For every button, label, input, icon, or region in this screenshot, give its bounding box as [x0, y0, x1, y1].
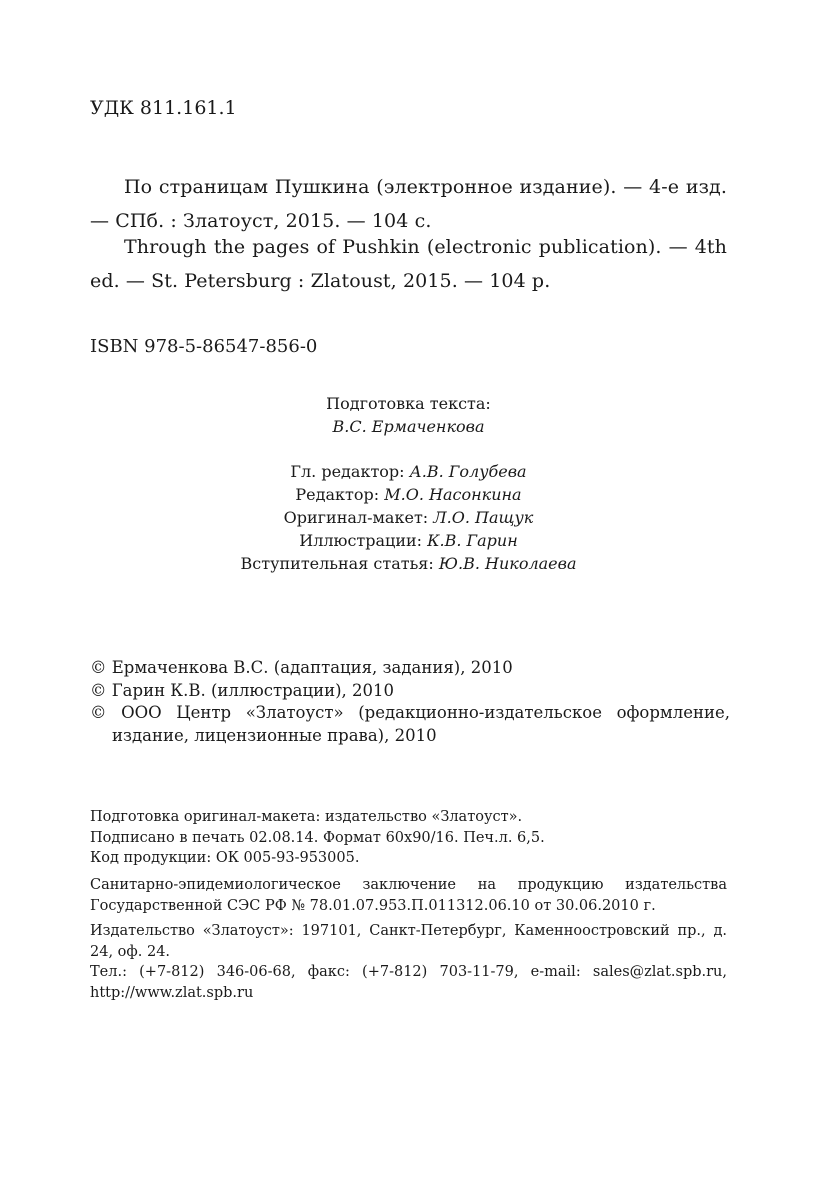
imprint-line: Подготовка оригинал-макета: издательство «Златоуст».	[90, 809, 523, 825]
staff-role: Оригинал-макет:	[283, 508, 429, 527]
publisher-address: Издательство «Златоуст»: 197101, Санкт-Петербург, Каменноостровский пр., д. 24, оф. 24.	[90, 923, 727, 960]
staff-row	[90, 529, 727, 552]
print-details	[90, 807, 727, 869]
staff-role: Иллюстрации:	[299, 531, 423, 550]
text-preparation-name: В.С. Ермаченкова	[332, 417, 485, 436]
publisher-phone-email: Тел.: (+7-812) 346-06-68, факс: (+7-812) 703-11-79, e-mail: sales@zlat.spb.ru, http://www.zlat.spb.ru	[90, 964, 727, 1001]
copyright-block	[90, 657, 730, 747]
staff-name: Л.О. Пащук	[433, 508, 534, 527]
bibliography-ru: По страницам Пушкина (электронное издание). — 4-е изд. — СПб. : Златоуст, 2015. — 104 с.	[90, 176, 727, 232]
staff-row	[90, 483, 727, 506]
copyright-line: © Ермаченкова В.С. (адаптация, задания), 2010	[90, 658, 513, 677]
isbn: ISBN 978-5-86547-856-0	[90, 336, 318, 357]
copyright-line: © Гарин К.В. (иллюстрации), 2010	[90, 680, 394, 700]
udk-code: УДК 811.161.1	[90, 97, 237, 119]
staff-row	[90, 552, 727, 575]
copyright-line: © ООО Центр «Златоуст» (редакционно-издательское оформление, издание, лицензионные права), 2010	[90, 703, 730, 745]
staff-name: Ю.В. Николаева	[438, 554, 577, 573]
sanitary-text: Санитарно-эпидемиологическое заключение на продукцию издательства Государственной СЭС РФ № 78.01.07.953.П.011312.06.10 от 30.06.2010 г.	[90, 877, 727, 914]
staff-row	[90, 460, 727, 483]
bibliography-en: Through the pages of Pushkin (electronic publication). — 4th ed. — St. Petersburg : Zlatoust, 2015. — 104 p.	[90, 236, 727, 292]
text-preparation	[90, 392, 727, 438]
staff-name: А.В. Голубева	[409, 462, 527, 481]
text-preparation-label: Подготовка текста:	[326, 394, 491, 413]
staff-role: Редактор:	[295, 485, 380, 504]
staff-role: Вступительная статья:	[240, 554, 434, 573]
staff-row	[90, 506, 727, 529]
staff-name: К.В. Гарин	[427, 531, 518, 550]
publisher-contacts	[90, 921, 727, 1003]
staff-role: Гл. редактор:	[290, 462, 405, 481]
staff-name: М.О. Насонкина	[384, 485, 522, 504]
imprint-line: Код продукции: ОК 005-93-953005.	[90, 850, 360, 866]
imprint-line: Подписано в печать 02.08.14. Формат 60х90/16. Печ.л. 6,5.	[90, 829, 545, 846]
staff-credits	[90, 460, 727, 575]
sanitary-conclusion	[90, 875, 727, 916]
